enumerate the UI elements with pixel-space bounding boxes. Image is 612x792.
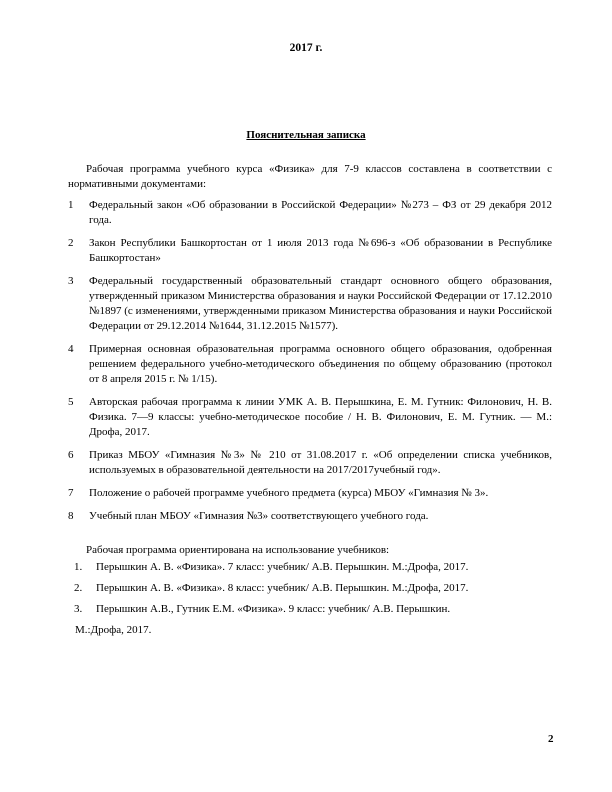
section-heading: Пояснительная записка <box>246 129 366 141</box>
list-item <box>68 395 552 440</box>
list-item-text: Авторская рабочая программа к линии УМК А. В. Перышкина, Е. М. Гутник: Филонович, Н. В. Физика. 7—9 классы: учебно-методическое пособие / Н. В. Филонович, Е. М. Гутник. — М.: Дрофа, 2017. <box>89 396 552 438</box>
list-item <box>68 236 552 266</box>
textbook-number: 1. <box>74 561 83 573</box>
list-item-text: Федеральный государственный образовательный стандарт основного общего образования, утвержденный приказом Министерства образования и науки Российской Федерации от 17.12.2010 №1897 (с изменениями, утвержденными приказом Министерства образования и науки Российской Федерации от 29.12.2014 №1644, 31.12.2015 №1577). <box>89 275 552 332</box>
list-item <box>68 274 552 334</box>
textbooks-intro: Рабочая программа ориентирована на использование учебников: <box>86 544 390 556</box>
list-item <box>68 509 552 524</box>
list-item-number: 7 <box>68 487 74 499</box>
textbooks-tail: М.:Дрофа, 2017. <box>75 624 152 636</box>
list-item <box>68 342 552 387</box>
textbook-item <box>68 560 552 575</box>
list-item-number: 5 <box>68 396 74 408</box>
list-item-text: Примерная основная образовательная программа основного общего образования, одобренная решением федерального учебно-методического объединения по общему образованию (протокол от 8 апреля 2015 г. № 1/15). <box>89 343 552 385</box>
textbook-number: 2. <box>74 582 83 594</box>
textbook-text: Перышкин А. В. «Физика». 8 класс: учебник/ А.В. Перышкин. М.:Дрофа, 2017. <box>96 582 469 594</box>
list-item-text: Учебный план МБОУ «Гимназия №3» соответствующего учебного года. <box>89 510 429 522</box>
list-item <box>68 486 552 501</box>
textbook-text: Перышкин А.В., Гутник Е.М. «Физика». 9 класс: учебник/ А.В. Перышкин. <box>96 603 451 615</box>
textbook-item <box>68 581 552 596</box>
page-number: 2 <box>548 733 554 745</box>
list-item-number: 4 <box>68 343 74 355</box>
intro-paragraph: Рабочая программа учебного курса «Физика» для 7-9 классов составлена в соответствии с нормативными документами: <box>68 163 552 190</box>
document-year: 2017 г. <box>289 42 323 54</box>
list-item-number: 6 <box>68 449 74 461</box>
list-item-number: 3 <box>68 275 74 287</box>
list-item-text: Федеральный закон «Об образовании в Российской Федерации» №273 – ФЗ от 29 декабря 2012 года. <box>89 199 552 226</box>
list-item-number: 8 <box>68 510 74 522</box>
list-item-number: 1 <box>68 199 74 211</box>
textbooks-list <box>68 560 552 623</box>
list-item <box>68 448 552 478</box>
list-item-text: Приказ МБОУ «Гимназия №3» № 210 от 31.08.2017 г. «Об определении списка учебников, используемых в образовательной деятельности на 2017/2017учебный год». <box>89 449 552 476</box>
regulatory-documents-list <box>68 198 552 532</box>
list-item-text: Закон Республики Башкортостан от 1 июля 2013 года №696-з «Об образовании в Республике Башкортостан» <box>89 237 552 264</box>
list-item-text: Положение о рабочей программе учебного предмета (курса) МБОУ «Гимназия № 3». <box>89 487 489 499</box>
textbook-text: Перышкин А. В. «Физика». 7 класс: учебник/ А.В. Перышкин. М.:Дрофа, 2017. <box>96 561 469 573</box>
list-item <box>68 198 552 228</box>
textbook-number: 3. <box>74 603 83 615</box>
list-item-number: 2 <box>68 237 74 249</box>
textbook-item <box>68 602 552 617</box>
